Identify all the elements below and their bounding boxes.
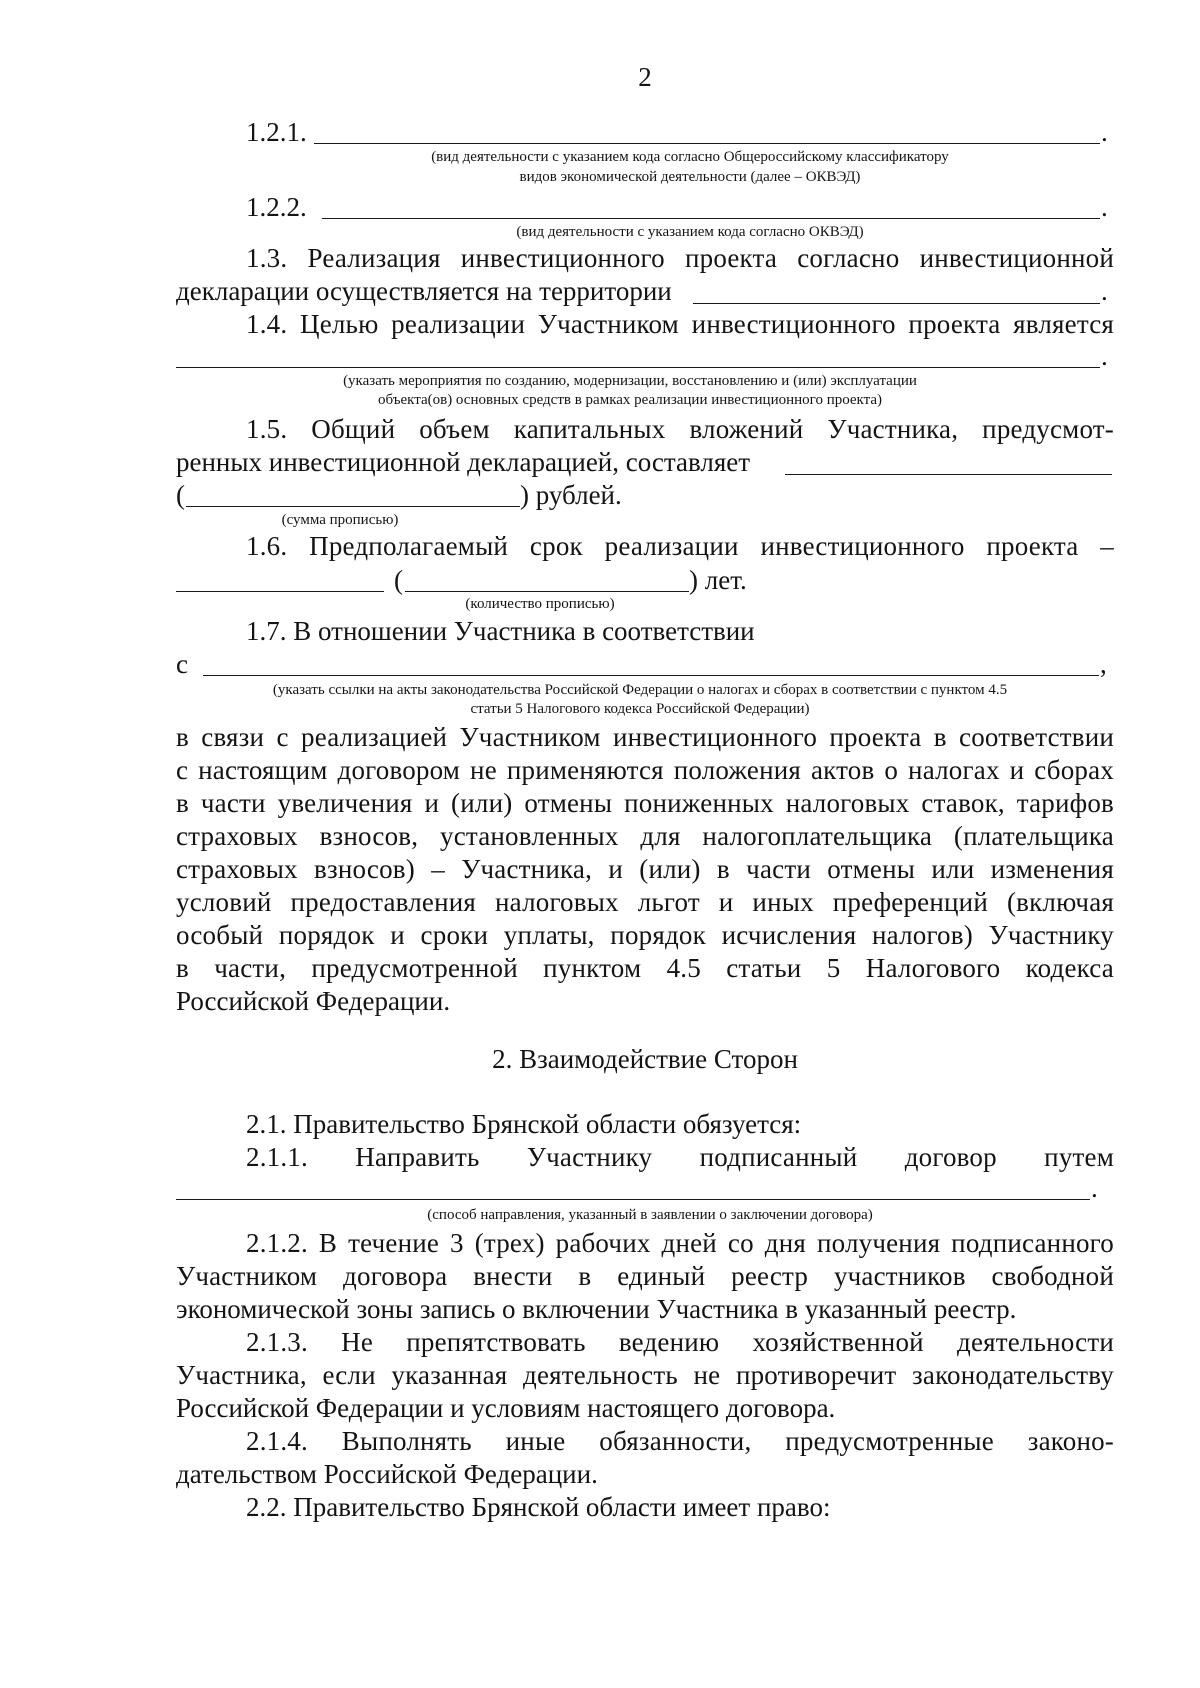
blank-line (314, 143, 1100, 144)
clause-1-3-line-2: декларации осуществляется на территории (176, 276, 672, 306)
blank-line (186, 506, 520, 507)
clause-1-7-line-1: 1.7. В отношении Участника в соответствии (246, 616, 755, 646)
hint-delivery-method: (способ направления, указанный в заявлении о заключении договора) (427, 1207, 873, 1223)
blank-line (176, 1199, 1090, 1200)
open-paren: ( (176, 480, 185, 510)
clause-1-3-line-1: 1.3. Реализация инвестиционного проекта согласно инвестиционной (246, 243, 1114, 273)
blank-line (405, 591, 689, 592)
body-line: в части увеличения и (или) отмены пониженных налоговых ставок, тарифов (176, 788, 1114, 818)
clause-1-6-line-1: 1.6. Предполагаемый срок реализации инвестиционного проекта – (246, 531, 1114, 561)
page-number: 2 (638, 62, 652, 92)
blank-line (176, 367, 1100, 368)
hint-measures-1: (указать мероприятия по созданию, модернизации, восстановлению и (или) эксплуатации (343, 373, 917, 389)
clause-1-6-years: ) лет. (689, 565, 747, 595)
clause-2-1-3-line: 2.1.3. Не препятствовать ведению хозяйственной деятельности (246, 1327, 1114, 1357)
hint-measures-2: объекта(ов) основных средств в рамках реализации инвестиционного проекта) (377, 392, 883, 408)
clause-2-1: 2.1. Правительство Брянской области обязуется: (246, 1109, 802, 1139)
body-line: страховых взносов, установленных для налогоплательщика (плательщика (176, 821, 1114, 851)
clause-2-1-1-line-1: 2.1.1. Направить Участнику подписанный договор путем (246, 1142, 1114, 1172)
period: . (1101, 341, 1108, 371)
period: . (1101, 192, 1108, 222)
hint-tax-acts-2: статьи 5 Налогового кодекса Российской Федерации) (470, 701, 810, 717)
clause-1-4-line-1: 1.4. Целью реализации Участником инвестиционного проекта является (246, 309, 1114, 339)
period: . (1101, 117, 1108, 147)
hint-okved-1: (вид деятельности с указанием кода согласно Общероссийскому классификатору (431, 149, 949, 165)
body-line: Российской Федерации. (176, 986, 451, 1016)
open-paren: ( (394, 565, 403, 595)
body-line: в связи с реализацией Участником инвестиционного проекта в соответствии (176, 722, 1114, 752)
blank-line (785, 474, 1112, 475)
clause-2-1-4-line: 2.1.4. Выполнять иные обязанности, предусмотренные законо- (246, 1426, 1114, 1456)
clause-2-1-2-line: экономической зоны запись о включении Участника в указанный реестр. (176, 1294, 1017, 1324)
clause-1-2-2-number: 1.2.2. (246, 192, 307, 222)
comma: , (1100, 649, 1107, 679)
clause-1-5-line-1: 1.5. Общий объем капитальных вложений Участника, предусмот- (246, 414, 1114, 444)
body-line: с настоящим договором не применяются положения актов о налогах и сборах (176, 755, 1114, 785)
period: . (1091, 1173, 1098, 1203)
clause-1-2-1-number: 1.2.1. (246, 117, 307, 147)
section-2-heading: 2. Взаимодействие Сторон (492, 1044, 798, 1074)
preposition-c: с (176, 649, 188, 679)
body-line: в части, предусмотренной пунктом 4.5 статьи 5 Налогового кодекса (176, 953, 1114, 983)
clause-2-1-4-line: дательством Российской Федерации. (176, 1459, 598, 1489)
hint-amount: (сумма прописью) (281, 512, 399, 528)
hint-tax-acts-1: (указать ссылки на акты законодательства Российской Федерации о налогах и сборах в соответствии с пунктом 4.5 (272, 682, 1008, 698)
clause-2-1-2-line: Участником договора внести в единый реестр участников свободной (176, 1261, 1114, 1291)
body-line: страховых взносов) – Участника, и (или) в части отмены или изменения (176, 854, 1114, 884)
clause-2-2: 2.2. Правительство Брянской области имеет право: (246, 1492, 831, 1522)
hint-quantity: (количество прописью) (465, 596, 615, 612)
period: . (1101, 276, 1108, 306)
blank-line (693, 303, 1100, 304)
body-line: условий предоставления налоговых льгот и иных преференций (включая (176, 887, 1114, 917)
hint-okved-2: видов экономической деятельности (далее – ОКВЭД) (519, 169, 861, 185)
blank-line (322, 218, 1100, 219)
blank-line (176, 591, 384, 592)
clause-2-1-3-line: Участника, если указанная деятельность не противоречит законодательству (176, 1360, 1114, 1390)
blank-line (203, 675, 1099, 676)
hint-okved: (вид деятельности с указанием кода согласно ОКВЭД) (516, 224, 864, 240)
clause-1-5-rubles: ) рублей. (520, 480, 622, 510)
clause-1-5-line-2: ренных инвестиционной декларацией, составляет (176, 447, 751, 477)
clause-2-1-2-line: 2.1.2. В течение 3 (трех) рабочих дней со дня получения подписанного (246, 1228, 1114, 1258)
clause-2-1-3-line: Российской Федерации и условиям настоящего договора. (176, 1393, 836, 1423)
body-line: особый порядок и сроки уплаты, порядок исчисления налогов) Участнику (176, 920, 1114, 950)
